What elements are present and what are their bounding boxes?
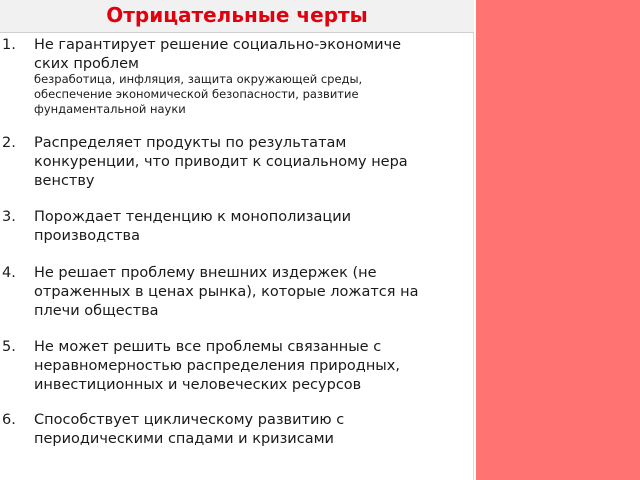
item-number: 2. <box>2 135 16 151</box>
item-number: 4. <box>2 265 16 281</box>
item-number: 1. <box>2 37 16 53</box>
item-text: Порождает тенденцию к монополизации производства <box>34 209 352 244</box>
header-bar <box>0 0 474 33</box>
item-number: 6. <box>2 412 16 428</box>
item-text: Распределяет продукты по результатам конкуренции, что приводит к социальному нера венству <box>34 135 408 189</box>
slide-title: Отрицательные черты <box>106 3 368 27</box>
item-text: Не может решить все проблемы связанные с неравномерностью распределения природных, инвестиционных и человеческих ресурсов <box>34 339 400 393</box>
item-number: 3. <box>2 209 16 225</box>
item-text: Не решает проблему внешних издержек (не отраженных в ценах рынка), которые ложатся на плечи общества <box>34 265 419 319</box>
item-subtext: безработица, инфляция, защита окружающей среды, обеспечение экономической безопасности, развитие фундаментальной науки <box>34 72 363 116</box>
item-text: Не гарантирует решение социально-экономиче ских проблем <box>34 37 402 72</box>
accent-panel <box>476 0 640 480</box>
item-number: 5. <box>2 339 16 355</box>
item-text: Способствует циклическому развитию с периодическими спадами и кризисами <box>34 412 345 447</box>
